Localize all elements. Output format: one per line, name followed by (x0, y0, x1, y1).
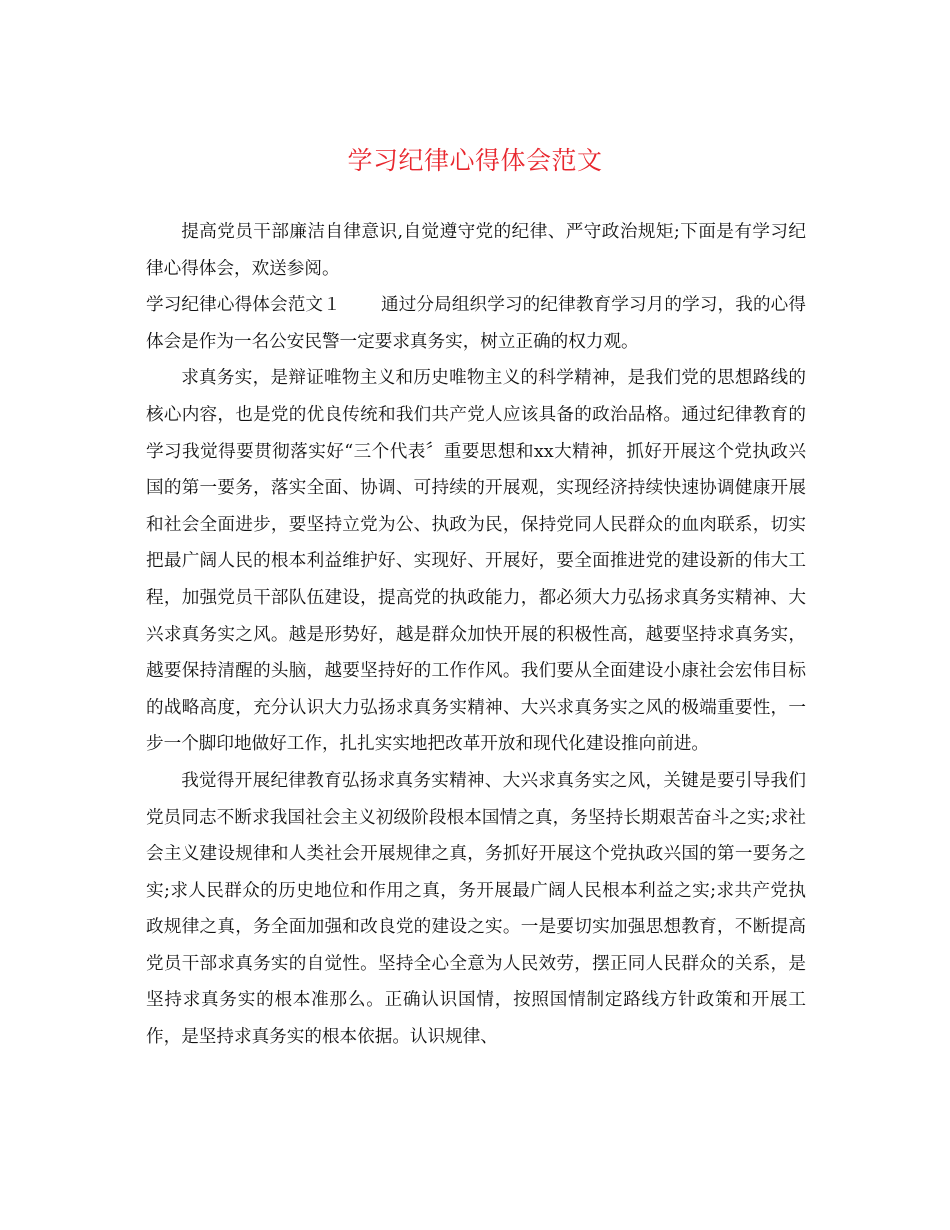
section-lead: 通过分局组织学习的纪律教育学习月的学习，我的心得体会是作为一名公安民警一定要求真务实，树立正确的权力观。 (146, 295, 806, 352)
body-paragraph-2: 我觉得开展纪律教育弘扬求真务实精神、大兴求真务实之风，关键是要引导我们党员同志不断求我国社会主义初级阶段根本国情之真，务坚持长期艰苦奋斗之实;求社会主义建设规律和人类社会开展规律之真，务抓好开展这个党执政兴国的第一要务之实;求人民群众的历史地位和作用之真，务开展最广阔人民根本利益之实;求共产党执政规律之真，务全面加强和改良党的建设之实。一是要切实加强思想教育，不断提高党员干部求真务实的自觉性。坚持全心全意为人民效劳，摆正同人民群众的关系，是坚持求真务实的根本准那么。正确认识国情，按照国情制定路线方针政策和开展工作，是坚持求真务实的根本依据。认识规律、 (146, 770, 806, 1048)
section-paragraph (146, 287, 806, 360)
document-title: 学习纪律心得体会范文 (347, 146, 603, 175)
body-paragraph-1: 求真务实，是辩证唯物主义和历史唯物主义的科学精神，是我们党的思想路线的核心内容，也是党的优良传统和我们共产党人应该具备的政治品格。通过纪律教育的学习我觉得要贯彻落实好“三个代表〞重要思想和xx大精神，抓好开展这个党执政兴国的第一要务，落实全面、协调、可持续的开展观，实现经济持续快速协调健康开展和社会全面进步，要坚持立党为公、执政为民，保持党同人民群众的血肉联系，切实把最广阔人民的根本利益维护好、实现好、开展好，要全面推进党的建设新的伟大工程，加强党员干部队伍建设，提高党的执政能力，都必须大力弘扬求真务实精神、大兴求真务实之风。越是形势好，越是群众加快开展的积极性高，越要坚持求真务实，越要保持清醒的头脑，越要坚持好的工作作风。我们要从全面建设小康社会宏伟目标的战略高度，充分认识大力弘扬求真务实精神、大兴求真务实之风的极端重要性，一步一个脚印地做好工作，扎扎实实地把改革开放和现代化建设推向前进。 (146, 368, 806, 755)
intro-paragraph: 提高党员干部廉洁自律意识,自觉遵守党的纪律、严守政治规矩;下面是有学习纪律心得体会，欢送参阅。 (146, 222, 806, 279)
document-body (146, 214, 806, 1056)
section-heading: 学习纪律心得体会范文１ (146, 295, 341, 316)
